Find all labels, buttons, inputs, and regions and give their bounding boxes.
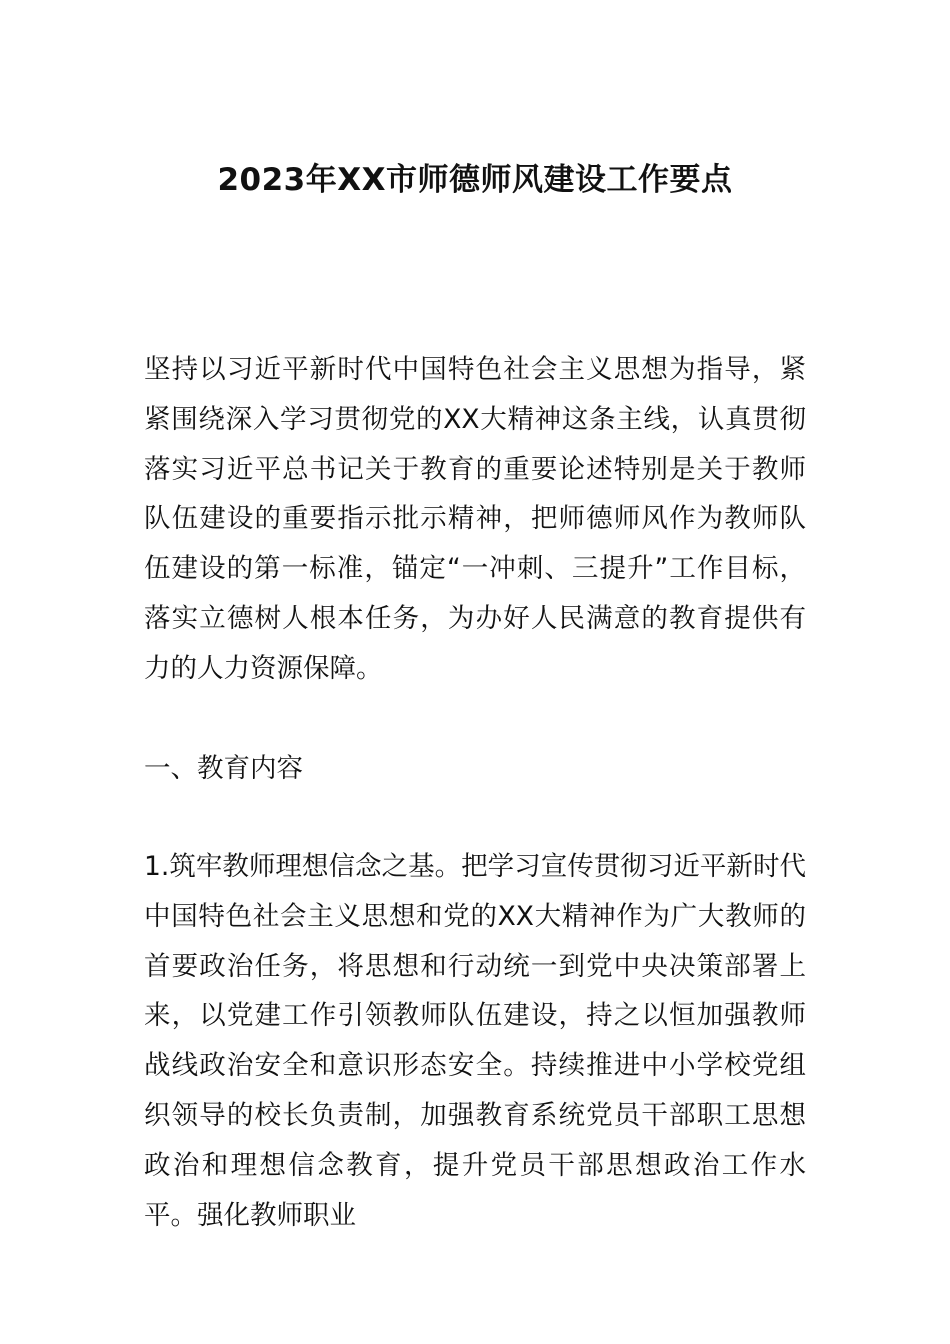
section-heading: 一、教育内容 — [144, 753, 303, 784]
intro-paragraph: 坚持以习近平新时代中国特色社会主义思想为指导，紧紧围绕深入学习贯彻党的XX大精神这条主线，认真贯彻落实习近平总书记关于教育的重要论述特别是关于教师队伍建设的重要指示批示精神，把师德师风作为教师队伍建设的第一标准，锚定“一冲刺、三提升”工作目标，落实立德树人根本任务，为办好人民满意的教育提供有力的人力资源保障。 — [144, 354, 806, 684]
body-paragraph: 1.筑牢教师理想信念之基。把学习宣传贯彻习近平新时代中国特色社会主义思想和党的XX大精神作为广大教师的首要政治任务，将思想和行动统一到党中央决策部署上来，以党建工作引领教师队伍建设，持之以恒加强教师战线政治安全和意识形态安全。持续推进中小学校党组织领导的校长负责制，加强教育系统党员干部职工思想政治和理想信念教育，提升党员干部思想政治工作水平。强化教师职业 — [144, 851, 806, 1231]
document-title: 2023年XX市师德师风建设工作要点 — [217, 162, 733, 198]
